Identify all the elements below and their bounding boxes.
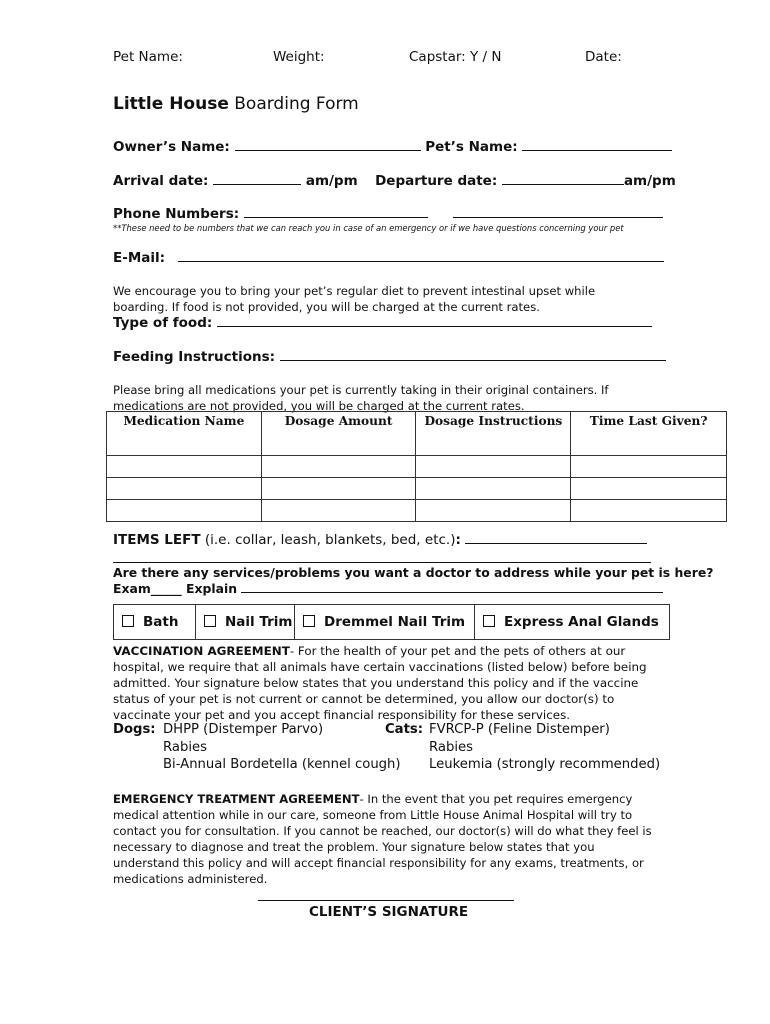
dogs-label [113, 721, 156, 739]
exam-explain-label: Exam_____ Explain [113, 581, 238, 596]
service-express-anal-glands[interactable] [475, 605, 669, 639]
items-left-field-2[interactable] [113, 550, 651, 563]
checkbox-icon[interactable] [122, 615, 134, 627]
medications-header-row [107, 412, 727, 456]
feeding-instructions-label: Feeding Instructions: [113, 349, 276, 365]
checkbox-icon[interactable] [483, 615, 495, 627]
vaccination-text: - For the health of your pet and the pets of others at our hospital, we require that all animals have certain vaccinations (listed below) before being admitted. Your signature below states that you understand this policy and if the vaccine status of your pet is not current or cannot be determined, you allow our doctor(s) to vaccinate your pet and you accept financial responsibility for these services. [113, 644, 647, 722]
table-cell[interactable] [571, 478, 727, 500]
items-left-label: ITEMS LEFT [113, 532, 201, 548]
signature-line[interactable] [258, 900, 514, 901]
service-dremmel-nail-trim[interactable] [295, 605, 475, 639]
email-field[interactable] [178, 249, 664, 262]
emergency-agreement [113, 791, 658, 887]
table-cell[interactable] [107, 500, 262, 522]
phone-numbers-label: Phone Numbers: [113, 206, 240, 222]
vaccination-agreement [113, 643, 658, 723]
cat-vaccine-2: Rabies [429, 739, 473, 755]
phone-row [113, 205, 663, 222]
table-cell[interactable] [107, 456, 262, 478]
arrival-date-label: Arrival date: [113, 173, 209, 189]
service-bath-label: Bath [143, 614, 179, 630]
type-of-food-label: Type of food: [113, 315, 213, 331]
service-express-label: Express Anal Glands [504, 614, 659, 630]
items-left-row [113, 531, 647, 548]
table-row [107, 478, 727, 500]
service-nail-trim[interactable] [196, 605, 295, 639]
dosage-instructions-header: Dosage Instructions [416, 412, 571, 456]
table-cell[interactable] [416, 456, 571, 478]
form-title-bold: Little House [113, 94, 229, 114]
departure-date-label: Departure date: [375, 173, 498, 189]
cats-label-text: Cats: [385, 722, 424, 737]
medications-table [106, 411, 727, 522]
departure-ampm: am/pm [623, 173, 676, 189]
food-note: We encourage you to bring your pet’s regular diet to prevent intestinal upset while boarding. If food is not provided, you will be charged at the current rates. [113, 284, 596, 314]
service-nail-trim-label: Nail Trim [225, 614, 293, 630]
dogs-list [163, 721, 401, 774]
arrival-date-field[interactable] [213, 172, 301, 185]
services-box [113, 604, 670, 640]
medications-note: Please bring all medications your pet is currently taking in their original containers. If medications are not provided, you will be charged at the current rates. [113, 383, 609, 413]
cat-vaccine-1: FVRCP-P (Feline Distemper) [429, 722, 610, 737]
explain-field[interactable] [241, 580, 663, 593]
dog-vaccine-3: Bi-Annual Bordetella (kennel cough) [163, 757, 401, 772]
table-cell[interactable] [261, 478, 416, 500]
dogs-label-text: Dogs: [113, 722, 156, 737]
date-label: Date: [585, 49, 622, 65]
owner-name-field[interactable] [235, 138, 421, 151]
table-cell[interactable] [261, 500, 416, 522]
client-signature-label: CLIENT’S SIGNATURE [309, 904, 469, 920]
form-title-rest: Boarding Form [228, 94, 359, 114]
table-row [107, 456, 727, 478]
checkbox-icon[interactable] [204, 615, 216, 627]
service-bath[interactable] [114, 605, 196, 639]
feeding-instructions-field[interactable] [280, 348, 666, 361]
weight-label: Weight: [273, 49, 325, 65]
exam-row [113, 580, 663, 596]
arrival-ampm: am/pm [305, 173, 358, 189]
table-cell[interactable] [571, 456, 727, 478]
cat-vaccine-3: Leukemia (strongly recommended) [429, 757, 661, 772]
emergency-heading: EMERGENCY TREATMENT AGREEMENT [113, 792, 360, 806]
type-of-food-row [113, 314, 652, 331]
items-left-field[interactable] [465, 531, 647, 544]
doctor-question: Are there any services/problems you want a doctor to address while your pet is here? [113, 565, 714, 580]
vaccination-heading: VACCINATION AGREEMENT [113, 644, 290, 658]
table-cell[interactable] [571, 500, 727, 522]
phone-number-2-field[interactable] [453, 205, 663, 218]
capstar-label: Capstar: Y / N [409, 49, 502, 65]
pet-name-label: Pet Name: [113, 49, 183, 65]
table-cell[interactable] [261, 456, 416, 478]
phone-note: **These need to be numbers that we can reach you in case of an emergency or if we have questions concerning your pet [113, 223, 624, 233]
pets-name-field[interactable] [522, 138, 672, 151]
table-cell[interactable] [107, 478, 262, 500]
dog-vaccine-2: Rabies [163, 739, 207, 755]
table-cell[interactable] [416, 500, 571, 522]
feeding-instructions-row [113, 348, 666, 365]
form-title [113, 94, 359, 114]
time-last-given-header: Time Last Given? [571, 412, 727, 456]
owner-name-row [113, 138, 672, 155]
items-left-hint: (i.e. collar, leash, blankets, bed, etc.) [200, 532, 456, 548]
table-row [107, 500, 727, 522]
phone-number-1-field[interactable] [244, 205, 428, 218]
cats-list [429, 721, 660, 774]
dog-vaccine-1: DHPP (Distemper Parvo) [163, 722, 324, 737]
cats-label [385, 721, 423, 739]
emergency-text: - In the event that you pet requires emergency medical attention while in our care, someone from Little House Animal Hospital will try to contact you for consultation. If you cannot be reached, our doctor(s) will do what they feel is necessary to diagnose and treat the problem. Your signature below states that you understand this policy and will accept financial responsibility for any exams, treatments, or medications administered. [113, 792, 652, 886]
email-label: E-Mail: [113, 250, 166, 266]
departure-date-field[interactable] [502, 172, 624, 185]
dosage-amount-header: Dosage Amount [261, 412, 416, 456]
checkbox-icon[interactable] [303, 615, 315, 627]
pets-name-label: Pet’s Name: [425, 139, 518, 155]
medication-name-header: Medication Name [107, 412, 262, 456]
owner-name-label: Owner’s Name: [113, 139, 230, 155]
service-dremmel-label: Dremmel Nail Trim [324, 614, 466, 630]
type-of-food-field[interactable] [217, 314, 652, 327]
table-cell[interactable] [416, 478, 571, 500]
email-row [113, 249, 664, 266]
dates-row [113, 172, 676, 189]
items-left-colon: : [455, 532, 461, 548]
